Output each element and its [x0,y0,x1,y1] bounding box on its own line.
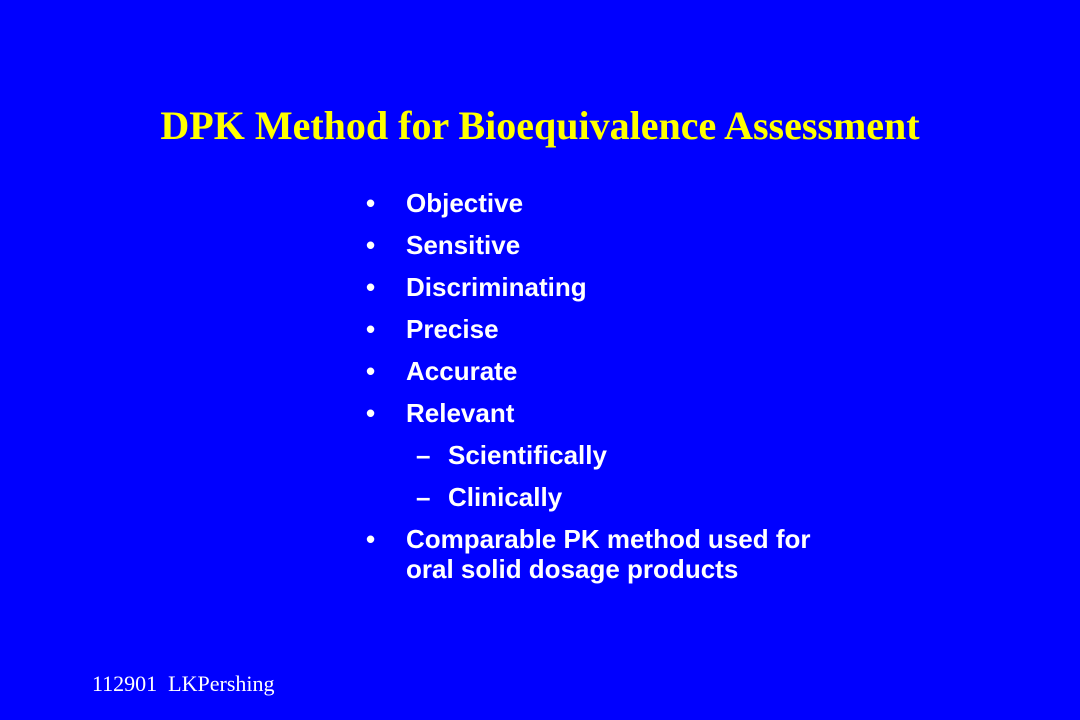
bullet-list [366,188,826,596]
sub-bullet-item-scientifically [366,440,826,470]
bullet-item-relevant [366,398,826,428]
bullet-text: Precise [406,314,499,344]
sub-bullet-item-clinically [366,482,826,512]
dash-icon: – [416,482,431,512]
bullet-text: Objective [406,188,524,218]
bullet-text: Clinically [448,482,563,512]
bullet-text: Scientifically [448,440,607,470]
bullet-icon: • [366,398,376,428]
bullet-icon: • [366,524,376,554]
slide-title: DPK Method for Bioequivalence Assessment [160,103,920,148]
slide-footer: 112901 LKPershing [92,671,275,696]
bullet-text: Accurate [406,356,518,386]
bullet-text: Comparable PK method used for oral solid dosage products [406,524,811,584]
bullet-item-comparable-pk [366,524,826,584]
bullet-icon: • [366,230,376,260]
bullet-item-sensitive [366,230,826,260]
bullet-text: Discriminating [406,272,587,302]
bullet-icon: • [366,314,376,344]
bullet-text: Sensitive [406,230,521,260]
bullet-icon: • [366,356,376,386]
dash-icon: – [416,440,431,470]
bullet-icon: • [366,272,376,302]
bullet-text: Relevant [406,398,515,428]
bullet-item-precise [366,314,826,344]
bullet-item-discriminating [366,272,826,302]
bullet-item-objective [366,188,826,218]
bullet-icon: • [366,188,376,218]
bullet-item-accurate [366,356,826,386]
